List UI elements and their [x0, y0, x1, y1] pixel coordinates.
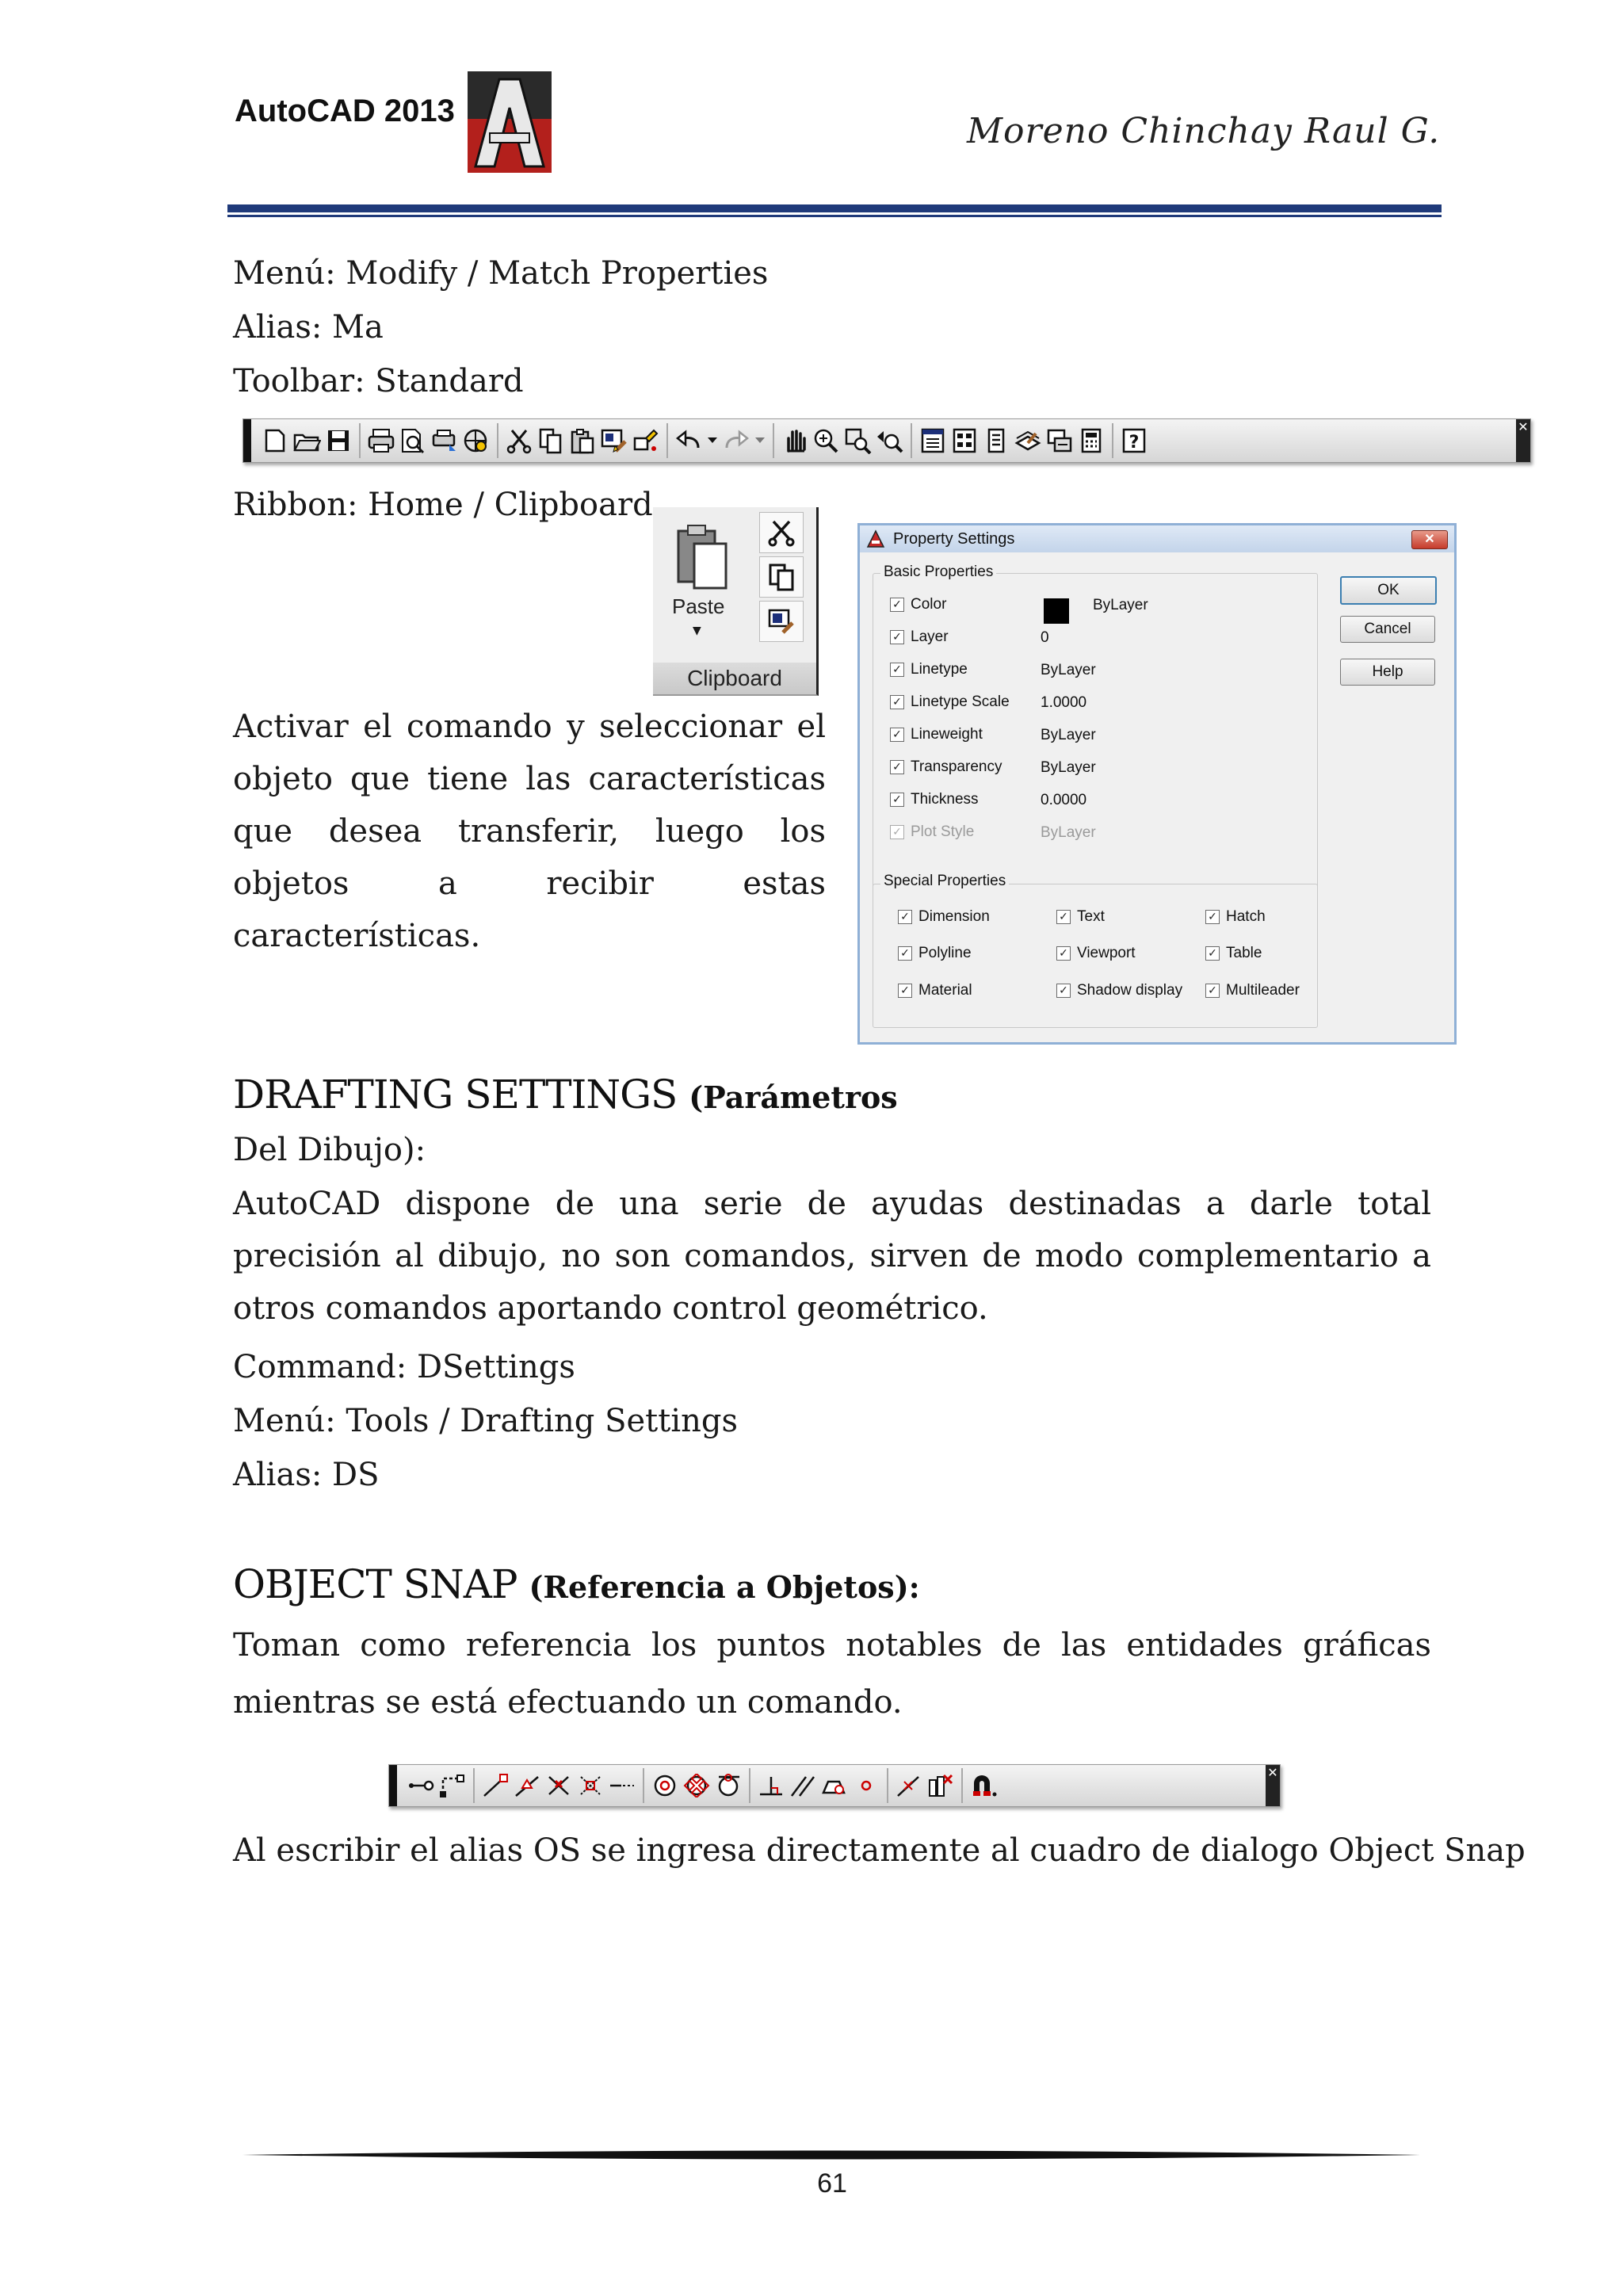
temporary-track-icon[interactable] — [405, 1770, 437, 1801]
osnap-settings-icon[interactable] — [968, 1770, 999, 1801]
basic-row-linetype[interactable] — [890, 660, 968, 679]
basic-properties-label: Basic Properties — [880, 563, 996, 581]
checkbox-icon[interactable]: ✓ — [890, 630, 904, 644]
checkbox-icon[interactable]: ✓ — [890, 663, 904, 677]
dialog-titlebar — [860, 525, 1454, 552]
dialog-title: Property Settings — [893, 530, 1015, 548]
nearest-icon[interactable] — [893, 1770, 925, 1801]
property-settings-dialog — [857, 523, 1457, 1045]
property-label: Thickness — [911, 791, 979, 808]
osnap-paragraph: Toman como referencia los puntos notables de las entidades gráficas mientras se está efectuando un comando. — [233, 1627, 1431, 1721]
special-dimension[interactable] — [898, 907, 990, 926]
match-properties-icon[interactable] — [759, 601, 804, 642]
checkbox-icon[interactable]: ✓ — [1056, 946, 1071, 961]
autocad-logo-icon — [468, 71, 552, 173]
property-label: Lineweight — [911, 726, 983, 743]
redo-icon[interactable] — [720, 425, 752, 457]
properties-icon[interactable] — [917, 425, 949, 457]
drafting-heading-paren: (Parámetros — [689, 1079, 898, 1115]
toolbar-separator — [473, 1768, 475, 1803]
open-icon[interactable] — [291, 425, 323, 457]
checkbox-icon[interactable]: ✓ — [1205, 946, 1220, 961]
cut-icon[interactable] — [503, 425, 535, 457]
special-viewport[interactable] — [1056, 944, 1136, 963]
header-author: Moreno Chinchay Raul G. — [967, 111, 1441, 151]
parallel-icon[interactable] — [787, 1770, 819, 1801]
property-label: Linetype — [911, 661, 968, 678]
paste-big-icon[interactable] — [675, 523, 731, 598]
match-toolbar-line: Toolbar: Standard — [233, 363, 524, 399]
redo-dropdown-icon[interactable] — [752, 425, 768, 457]
special-table[interactable] — [1205, 944, 1262, 963]
zoom-previous-icon[interactable] — [874, 425, 906, 457]
paste-icon[interactable] — [567, 425, 598, 457]
property-value: 0 — [1041, 629, 1049, 646]
checkbox-icon[interactable]: ✓ — [890, 793, 904, 807]
basic-row-lineweight[interactable] — [890, 725, 983, 744]
drafting-alias: Alias: DS — [233, 1457, 380, 1493]
tool-palettes-icon[interactable] — [980, 425, 1012, 457]
toolbar-close-icon[interactable]: ✕ — [1266, 1765, 1280, 1806]
special-material[interactable] — [898, 981, 972, 1000]
ok-button[interactable]: OK — [1340, 576, 1437, 605]
drafting-heading-main: DRAFTING SETTINGS — [233, 1072, 678, 1117]
autocad-app-icon — [866, 529, 887, 548]
checkbox-icon[interactable]: ✓ — [1205, 984, 1220, 998]
special-multileader[interactable] — [1205, 981, 1300, 1000]
footer-rule — [242, 2148, 1420, 2162]
copy-icon[interactable] — [759, 556, 804, 598]
save-icon[interactable] — [323, 425, 354, 457]
extension-icon[interactable] — [606, 1770, 638, 1801]
property-value: 0.0000 — [1041, 792, 1087, 808]
quadrant-icon[interactable] — [681, 1770, 712, 1801]
property-value: ByLayer — [1041, 662, 1096, 678]
basic-row-plot-style — [890, 823, 974, 842]
insert-icon[interactable] — [819, 1770, 850, 1801]
special-label: Dimension — [918, 908, 990, 925]
special-properties-label: Special Properties — [880, 873, 1009, 890]
object-snap-toolbar — [388, 1764, 1281, 1807]
toolbar-close-icon[interactable]: ✕ — [1516, 419, 1530, 462]
match-description: Activar el comando y seleccionar el objeto que tiene las características que desea transferir, luego los objetos a recibir estas características. — [233, 709, 826, 954]
match-ribbon-line: Ribbon: Home / Clipboard — [233, 487, 653, 523]
header-rule-thin — [227, 215, 1442, 217]
page-number: 61 — [817, 2168, 847, 2199]
paste-label[interactable]: Paste — [672, 594, 725, 618]
tangent-icon[interactable] — [712, 1770, 744, 1801]
undo-icon[interactable] — [673, 425, 705, 457]
apparent-intersection-icon[interactable] — [575, 1770, 606, 1801]
checkbox-icon[interactable]: ✓ — [898, 984, 912, 998]
special-shadow-display[interactable] — [1056, 981, 1182, 1000]
checkbox-icon[interactable]: ✓ — [898, 946, 912, 961]
match-menu-line: Menú: Modify / Match Properties — [233, 255, 769, 292]
snap-none-icon[interactable] — [925, 1770, 957, 1801]
property-label: Plot Style — [911, 823, 975, 840]
header-title: AutoCAD 2013 — [235, 94, 455, 128]
toolbar-separator — [359, 423, 361, 458]
special-text[interactable] — [1056, 907, 1105, 926]
plot-icon[interactable] — [365, 425, 397, 457]
center-icon[interactable] — [649, 1770, 681, 1801]
toolbar-separator — [1112, 423, 1113, 458]
osnap-heading-paren: (Referencia a Objetos): — [529, 1569, 920, 1605]
help-icon[interactable] — [1118, 425, 1150, 457]
cut-icon[interactable] — [759, 512, 804, 553]
checkbox-icon[interactable]: ✓ — [890, 598, 904, 612]
toolbar-separator — [497, 423, 498, 458]
node-icon[interactable] — [850, 1770, 882, 1801]
clipboard-panel-label[interactable]: Clipboard — [653, 663, 816, 694]
checkbox-icon[interactable]: ✓ — [890, 695, 904, 709]
cancel-button[interactable]: Cancel — [1340, 616, 1435, 643]
property-label: Color — [911, 596, 947, 613]
basic-row-transparency[interactable] — [890, 758, 1002, 777]
special-label: Table — [1226, 945, 1262, 961]
property-value: ByLayer — [1041, 727, 1096, 743]
toolbar-grip[interactable] — [243, 419, 251, 462]
special-label: Text — [1077, 908, 1105, 925]
toolbar-separator — [749, 1768, 750, 1803]
special-polyline[interactable] — [898, 944, 972, 963]
undo-dropdown-icon[interactable] — [705, 425, 720, 457]
standard-toolbar — [242, 418, 1531, 463]
clipboard-panel — [653, 507, 819, 696]
special-label: Hatch — [1226, 908, 1266, 925]
pan-icon[interactable] — [779, 425, 811, 457]
osnap-note: Al escribir el alias OS se ingresa directamente al cuadro de dialogo Object Snap — [233, 1832, 1526, 1869]
markup-icon[interactable] — [1044, 425, 1075, 457]
snap-from-icon[interactable] — [437, 1770, 468, 1801]
special-label: Material — [918, 982, 972, 999]
zoom-realtime-icon[interactable] — [811, 425, 842, 457]
checkbox-icon[interactable]: ✓ — [1056, 984, 1071, 998]
match-properties-icon[interactable] — [598, 425, 630, 457]
color-swatch — [1044, 598, 1069, 624]
plot-preview-icon[interactable] — [397, 425, 429, 457]
quickcalc-icon[interactable] — [1075, 425, 1107, 457]
checkbox-icon[interactable]: ✓ — [1056, 910, 1071, 924]
special-label: Polyline — [918, 945, 972, 961]
osnap-heading — [233, 1561, 920, 1607]
property-value: ByLayer — [1041, 759, 1096, 776]
drafting-heading-cont: Del Dibujo): — [233, 1132, 426, 1168]
sheet-set-icon[interactable] — [1012, 425, 1044, 457]
property-label: Transparency — [911, 758, 1002, 775]
property-value: ByLayer — [1093, 597, 1148, 613]
toolbar-separator — [666, 423, 668, 458]
property-value: ByLayer — [1041, 824, 1096, 841]
toolbar-separator — [961, 1768, 963, 1803]
copy-icon[interactable] — [535, 425, 567, 457]
drafting-menu: Menú: Tools / Drafting Settings — [233, 1403, 739, 1439]
paste-dropdown-icon[interactable]: ▼ — [693, 625, 701, 637]
drafting-command: Command: DSettings — [233, 1349, 575, 1385]
checkbox-icon: ✓ — [890, 825, 904, 839]
special-label: Shadow display — [1077, 982, 1183, 999]
toolbar-separator — [911, 423, 912, 458]
toolbar-grip[interactable] — [389, 1765, 397, 1806]
checkbox-icon[interactable]: ✓ — [898, 910, 912, 924]
zoom-window-icon[interactable] — [842, 425, 874, 457]
perpendicular-icon[interactable] — [755, 1770, 787, 1801]
property-value: 1.0000 — [1041, 694, 1087, 711]
toolbar-separator — [773, 423, 774, 458]
basic-row-layer[interactable] — [890, 628, 949, 647]
special-hatch[interactable] — [1205, 907, 1266, 926]
midpoint-icon[interactable] — [511, 1770, 543, 1801]
property-label: Linetype Scale — [911, 693, 1010, 710]
help-button[interactable]: Help — [1340, 659, 1435, 686]
basic-row-linetype-scale[interactable] — [890, 693, 1010, 712]
block-editor-icon[interactable] — [630, 425, 662, 457]
match-alias-line: Alias: Ma — [233, 309, 384, 346]
osnap-heading-main: OBJECT SNAP — [233, 1561, 517, 1607]
drafting-heading — [233, 1072, 898, 1117]
header-rule — [227, 204, 1442, 212]
special-label: Multileader — [1226, 982, 1300, 999]
drafting-paragraph: AutoCAD dispone de una serie de ayudas destinadas a darle total precisión al dibujo, no son comandos, sirven de modo complementario a otros comandos aportando control geométrico. — [233, 1186, 1431, 1327]
3d-print-icon[interactable] — [460, 425, 492, 457]
endpoint-icon[interactable] — [479, 1770, 511, 1801]
checkbox-icon[interactable]: ✓ — [1205, 910, 1220, 924]
checkbox-icon[interactable]: ✓ — [890, 728, 904, 742]
basic-row-color[interactable] — [890, 595, 946, 614]
toolbar-separator — [643, 1768, 644, 1803]
property-label: Layer — [911, 628, 949, 645]
design-center-icon[interactable] — [949, 425, 980, 457]
new-icon[interactable] — [259, 425, 291, 457]
special-label: Viewport — [1077, 945, 1136, 961]
basic-row-thickness[interactable] — [890, 790, 979, 809]
publish-icon[interactable] — [429, 425, 460, 457]
checkbox-icon[interactable]: ✓ — [890, 760, 904, 774]
intersection-icon[interactable] — [543, 1770, 575, 1801]
svg-text:?: ? — [1128, 433, 1140, 453]
dialog-close-button[interactable]: ✕ — [1411, 530, 1448, 549]
toolbar-separator — [887, 1768, 888, 1803]
